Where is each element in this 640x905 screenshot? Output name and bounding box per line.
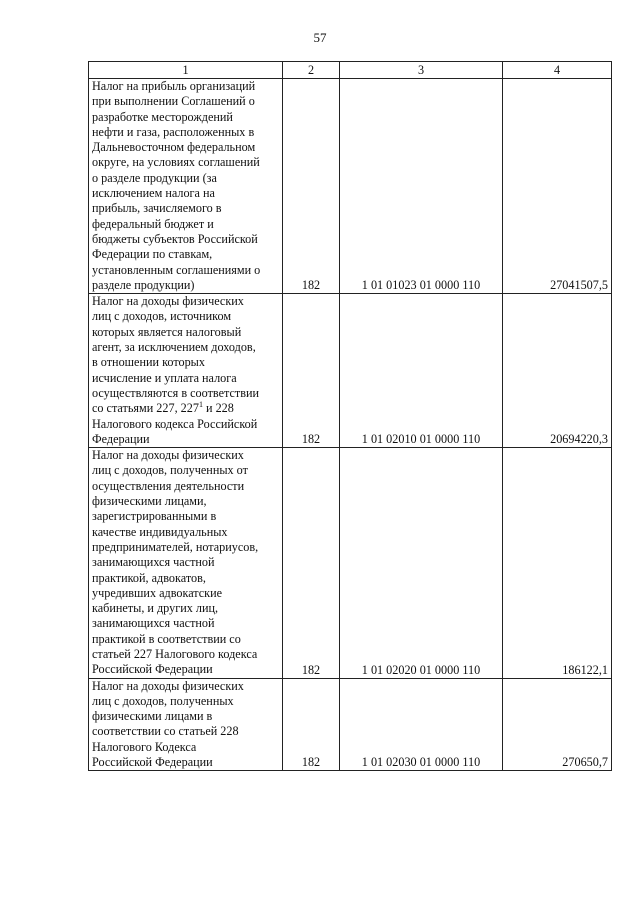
- description-line: лиц с доходов, полученных: [92, 693, 234, 708]
- description-line: которых является налоговый: [92, 324, 242, 339]
- description-line: Федерации по ставкам,: [92, 247, 213, 262]
- description-line: исключением налога на: [92, 186, 215, 201]
- description-line: качестве индивидуальных: [92, 524, 228, 539]
- description-line: статьей 227 Налогового кодекса: [92, 646, 258, 661]
- description-line: федеральный бюджет и: [92, 216, 214, 231]
- description-line-with-superscript: [92, 401, 279, 416]
- description-line: предпринимателей, нотариусов,: [92, 539, 259, 554]
- description-line: округе, на условиях соглашений: [92, 155, 260, 170]
- description-line: кабинеты, и других лиц,: [92, 601, 219, 616]
- description-line: Налог на доходы физических: [92, 294, 244, 309]
- superscript-mark: 1: [198, 400, 203, 410]
- row-description: [89, 678, 283, 771]
- description-line: практикой, адвокатов,: [92, 570, 206, 585]
- column-header-3: 3: [340, 62, 503, 79]
- row-amount: 186122,1: [503, 448, 612, 678]
- description-line: Налогового кодекса Российской: [92, 416, 258, 431]
- description-line: лиц с доходов, источником: [92, 309, 232, 324]
- table-row: [89, 678, 612, 771]
- row-amount: 27041507,5: [503, 79, 612, 294]
- description-line: установленным соглашениями о: [92, 262, 261, 277]
- description-line: Федерации: [92, 431, 150, 446]
- description-line: разработке месторождений: [92, 109, 233, 124]
- description-line: занимающихся частной: [92, 555, 215, 570]
- row-classification-code: 1 01 02010 01 0000 110: [340, 294, 503, 448]
- description-line: в отношении которых: [92, 355, 205, 370]
- row-classification-code: 1 01 01023 01 0000 110: [340, 79, 503, 294]
- row-description: [89, 294, 283, 448]
- row-admin-code: 182: [283, 678, 340, 771]
- header-row: [89, 62, 612, 79]
- row-amount: 20694220,3: [503, 294, 612, 448]
- description-line: зарегистрированными в: [92, 509, 217, 524]
- description-line: при выполнении Соглашений о: [92, 94, 255, 109]
- revenue-table: [88, 61, 612, 771]
- description-line: агент, за исключением доходов,: [92, 340, 256, 355]
- description-line: физическими лицами,: [92, 494, 207, 509]
- description-line: Дальневосточном федеральном: [92, 140, 256, 155]
- description-line: Налог на прибыль организаций: [92, 79, 256, 93]
- description-line: лиц с доходов, полученных от: [92, 463, 248, 478]
- description-line: Налог на доходы физических: [92, 448, 244, 463]
- description-line: занимающихся частной: [92, 616, 215, 631]
- page-number: 57: [313, 30, 327, 45]
- table-row: [89, 79, 612, 294]
- description-line: Российской Федерации: [92, 662, 213, 677]
- column-header-2: 2: [283, 62, 340, 79]
- description-line: исчисление и уплата налога: [92, 370, 237, 385]
- description-line: осуществляются в соответствии: [92, 385, 260, 400]
- description-line: разделе продукции): [92, 277, 195, 292]
- description-line: Налогового Кодекса: [92, 739, 197, 754]
- description-line: нефти и газа, расположенных в: [92, 124, 255, 139]
- description-line: Налог на доходы физических: [92, 678, 244, 693]
- description-fragment: со статьями 227, 227: [92, 401, 199, 416]
- row-amount: 270650,7: [503, 678, 612, 771]
- row-admin-code: 182: [283, 79, 340, 294]
- description-line: осуществления деятельности: [92, 478, 245, 493]
- description-line: Российской Федерации: [92, 755, 213, 770]
- column-header-1: 1: [89, 62, 283, 79]
- table-row: [89, 294, 612, 448]
- description-line: соответствии со статьей 228: [92, 724, 239, 739]
- row-admin-code: 182: [283, 294, 340, 448]
- description-fragment: и 228: [202, 401, 234, 416]
- table-row: [89, 448, 612, 678]
- row-classification-code: 1 01 02030 01 0000 110: [340, 678, 503, 771]
- row-admin-code: 182: [283, 448, 340, 678]
- description-line: бюджеты субъектов Российской: [92, 231, 258, 246]
- row-classification-code: 1 01 02020 01 0000 110: [340, 448, 503, 678]
- column-header-4: 4: [503, 62, 612, 79]
- description-line: физическими лицами в: [92, 709, 213, 724]
- description-line: о разделе продукции (за: [92, 170, 217, 185]
- row-description: [89, 448, 283, 678]
- description-line: учредивших адвокатские: [92, 585, 223, 600]
- row-description: [89, 79, 283, 294]
- description-line: прибыль, зачисляемого в: [92, 201, 222, 216]
- description-line: практикой в соответствии со: [92, 631, 241, 646]
